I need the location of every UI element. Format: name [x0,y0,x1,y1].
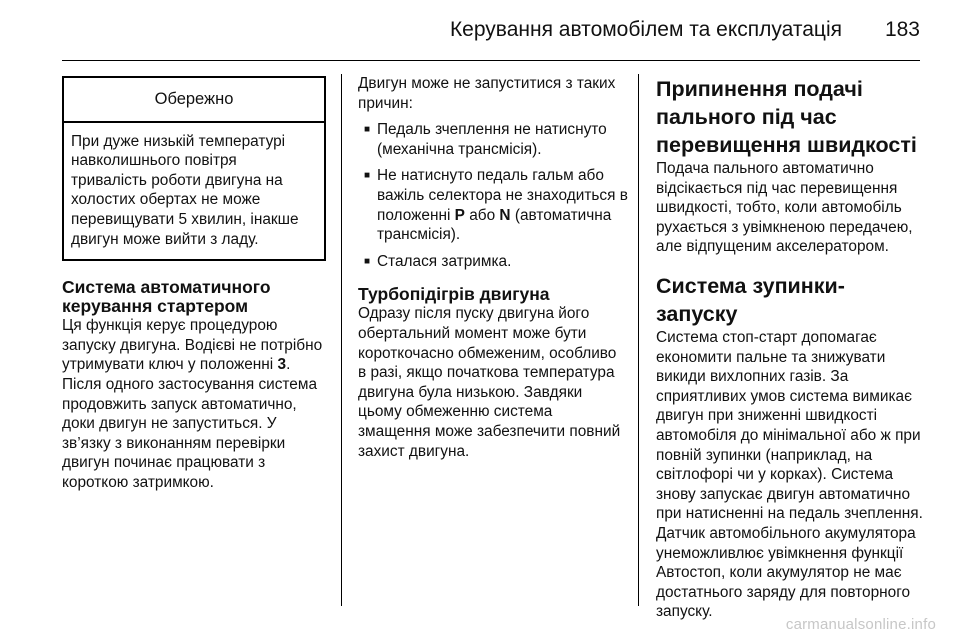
column-divider-1 [341,74,342,606]
list-item [364,252,628,272]
reasons-intro: Двигун може не запуститися з таких причин: [358,75,616,112]
stop-start-text: Система стоп-старт допомагає економити пальне та знижувати викиди вихлопних газів. За сприятливих умов система вимикає двигун при зниженні швидкості автомобіля до мінімальної або ж при повній зупинки (наприклад, на світлофорі чи у корках). Система знову запускає двигун автоматично при натисненні на педаль зчеплення. Датчик автомобільного акумулятора унеможливлює увімкнення функції Автостоп, коли акумулятор не має достатнього заряду для повторного запуску. [656,328,923,621]
selector-n: N [499,206,511,224]
turbo-heading: Турбопідігрів двигуна [358,284,550,305]
starter-text [62,316,326,492]
selector-p: P [454,206,465,224]
list-item [364,120,628,159]
reason-text-b: (автоматична трансмісія). [377,206,612,244]
bullet-square-icon: ■ [364,255,371,267]
column-divider-2 [638,74,639,606]
column-2 [358,74,628,461]
warning-box [62,76,326,261]
list-item-text: Педаль зчеплення не натиснуто (механічна трансмісія). [377,121,607,158]
page-header-title: Керування автомобілем та експлуатація [449,18,842,41]
starter-heading: Система автоматичного керування стартером [62,277,271,317]
list-item-text [377,166,628,244]
starter-text-1: Ця функція керує процедурою запуску двигуна. Водієві не потрібно утримувати ключ у положенні [62,317,323,374]
fuel-cutoff-heading: Припинення подачі пального під час перевищення швидкості [656,77,917,157]
turbo-text: Одразу після пуску двигуна його обертальний момент може бути короткочасно обмеженим, особливо в разі, якщо початкова температура двигуна була низькою. Завдяки цьому обмеженню система змащення може забезпечити повний захист двигуна. [358,305,621,460]
key-position: 3 [277,356,287,374]
starter-text-2: . Після одного застосування система продовжить запуск автоматично, доки двигун не запуститься. У зв’язку з виконанням перевірки двигун починає працювати з короткою затримкою. [62,356,318,491]
page-number: 183 [884,18,920,41]
stop-start-heading: Система зупинки-запуску [656,273,845,326]
column-3 [656,74,924,622]
list-item-text: Сталася затримка. [377,252,512,270]
column-1 [62,74,326,493]
reason-text-or: або [464,206,500,224]
fuel-cutoff-text: Подача пального автоматично відсікається під час перевищення швидкості, тобто, коли автомобіль рухається з увімкненою передачею, але відпущеним акселератором. [656,160,913,256]
header-rule [62,60,920,61]
warning-title: Обережно [64,78,324,123]
list-item [364,166,628,244]
reason-text-a: Не натиснуто педаль гальм або важіль селектора не знаходиться в положенні [377,167,628,224]
bullet-square-icon: ■ [364,170,371,182]
watermark: carmanualsonline.info [785,616,936,633]
warning-text: При дуже низькій температурі навколишнього повітря тривалість роботи двигуна на холостих обертах не може перевищувати 5 хвилин, інакше двигун може вийти з ладу. [71,132,299,248]
bullet-square-icon: ■ [364,124,371,136]
